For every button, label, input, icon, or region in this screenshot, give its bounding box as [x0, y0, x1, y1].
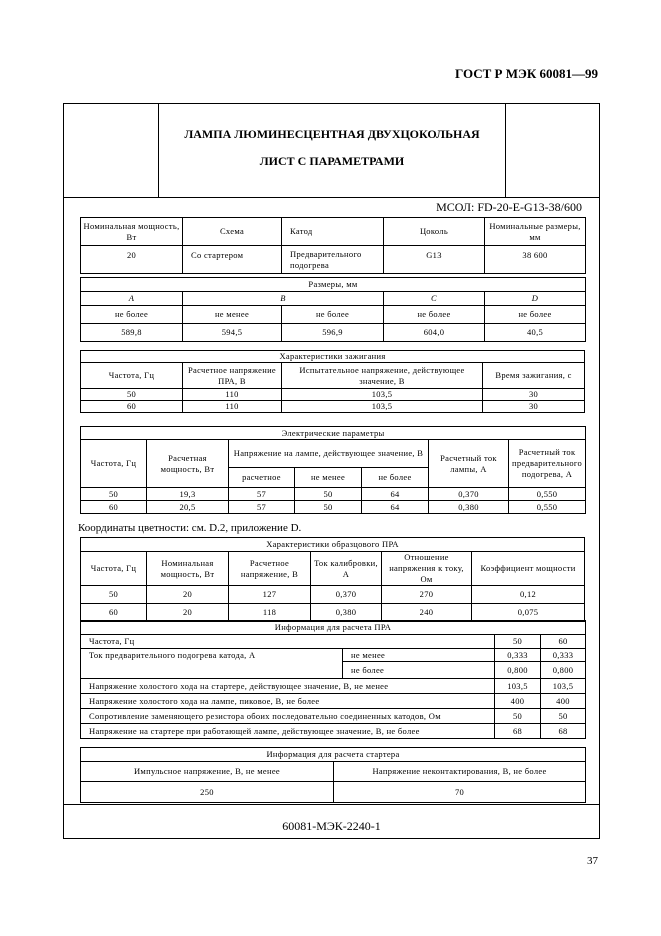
dim-letter-d: D	[485, 292, 586, 306]
preheat-label: Ток предварительного подогрева катода, А	[81, 649, 343, 679]
starter-cell: 70	[334, 782, 586, 803]
electrical-cell: 0,550	[509, 501, 586, 514]
ignition-cell: 103,5	[282, 389, 483, 401]
ballast-header-power: Номинальная мощность, Вт	[147, 552, 229, 586]
dim-letter-a: A	[81, 292, 183, 306]
dim-letter-b: B	[183, 292, 384, 306]
design-row-label: Напряжение холостого хода на лампе, пиковое, В, не более	[81, 694, 495, 709]
electrical-cell: 60	[81, 501, 147, 514]
starter-cell: 250	[81, 782, 334, 803]
header-nominal-power: Номинальная мощность, Вт	[81, 218, 183, 246]
starter-design-title: Информация для расчета стартера	[81, 748, 586, 762]
electrical-cell: 50	[295, 501, 362, 514]
electrical-cell: 50	[81, 488, 147, 501]
ignition-cell: 30	[483, 401, 585, 413]
dim-sub: не более	[384, 306, 485, 324]
preheat-value: 0,800	[495, 662, 541, 679]
ballast-design-table	[80, 620, 586, 739]
ballast-header-voltage: Расчетное напряжение, В	[229, 552, 311, 586]
electrical-title: Электрические параметры	[81, 427, 586, 440]
design-row-value: 103,5	[495, 679, 541, 694]
dim-value: 589,8	[81, 324, 183, 342]
preheat-sub: не менее	[343, 649, 495, 662]
voltage-sub-rated: расчетное	[229, 468, 295, 488]
ballast-cell: 20	[147, 586, 229, 604]
lamp-code: МСОЛ: FD-20-E-G13-38/600	[436, 200, 582, 214]
preheat-value: 0,800	[541, 662, 586, 679]
freq-60: 60	[541, 635, 586, 649]
electrical-cell: 64	[362, 501, 429, 514]
ignition-cell: 30	[483, 389, 585, 401]
sheet-title: ЛАМПА ЛЮМИНЕСЦЕНТНАЯ ДВУХЦОКОЛЬНАЯ	[184, 127, 480, 141]
ballast-cell: 0,380	[311, 604, 382, 622]
design-row-label: Напряжение холостого хода на стартере, действующее значение, В, не менее	[81, 679, 495, 694]
ignition-cell: 103,5	[282, 401, 483, 413]
dimensions-title: Размеры, мм	[81, 278, 586, 292]
design-row-label: Сопротивление заменяющего резистора обоих последовательно соединенных катодов, Ом	[81, 709, 495, 724]
ballast-cell: 0,12	[472, 586, 585, 604]
ballast-cell: 60	[81, 604, 147, 622]
preheat-value: 0,333	[495, 649, 541, 662]
ignition-title: Характеристики зажигания	[81, 351, 585, 363]
ballast-header-frequency: Частота, Гц	[81, 552, 147, 586]
ignition-header-frequency: Частота, Гц	[81, 363, 183, 389]
title-box	[64, 104, 599, 198]
general-table	[80, 217, 586, 274]
design-row-value: 68	[495, 724, 541, 739]
ignition-cell: 50	[81, 389, 183, 401]
ballast-header-power-factor: Коэффициент мощности	[472, 552, 585, 586]
starter-design-table	[80, 747, 586, 803]
sheet-number: 60081-МЭК-2240-1	[282, 819, 381, 833]
reference-ballast-title: Характеристики образцового ПРА	[81, 538, 585, 552]
electrical-cell: 0,370	[429, 488, 509, 501]
dim-sub: не более	[81, 306, 183, 324]
electrical-cell: 64	[362, 488, 429, 501]
reference-ballast-table	[80, 537, 585, 622]
electrical-cell: 57	[229, 488, 295, 501]
header-cap: Цоколь	[384, 218, 485, 246]
electrical-header-frequency: Частота, Гц	[81, 440, 147, 488]
design-row-value: 400	[541, 694, 586, 709]
electrical-table	[80, 426, 586, 514]
parameter-sheet-frame	[63, 103, 600, 839]
electrical-cell: 50	[295, 488, 362, 501]
ballast-cell: 240	[382, 604, 472, 622]
title-box-left-divider	[158, 104, 159, 197]
cell-cap: G13	[384, 246, 485, 274]
ballast-cell: 50	[81, 586, 147, 604]
electrical-header-current: Расчетный ток лампы, А	[429, 440, 509, 488]
design-row-value: 103,5	[541, 679, 586, 694]
preheat-value: 0,333	[541, 649, 586, 662]
design-row-label: Напряжение на стартере при работающей лампе, действующее значение, В, не более	[81, 724, 495, 739]
cell-cathode: Предварительного подогрева	[282, 246, 384, 274]
document-header: ГОСТ Р МЭК 60081—99	[455, 66, 598, 81]
electrical-cell: 57	[229, 501, 295, 514]
ballast-cell: 0,370	[311, 586, 382, 604]
starter-header-pulse-voltage: Импульсное напряжение, В, не менее	[81, 762, 334, 782]
electrical-cell: 19,3	[147, 488, 229, 501]
dim-sub: не более	[485, 306, 586, 324]
dim-sub: не менее	[183, 306, 282, 324]
design-row-value: 400	[495, 694, 541, 709]
electrical-cell: 0,550	[509, 488, 586, 501]
voltage-sub-max: не более	[362, 468, 429, 488]
dim-letter-c: C	[384, 292, 485, 306]
cell-circuit: Со стартером	[183, 246, 282, 274]
cell-power: 20	[81, 246, 183, 274]
dim-value: 596,9	[282, 324, 384, 342]
title-box-right-divider	[505, 104, 506, 197]
ballast-cell: 20	[147, 604, 229, 622]
electrical-header-preheat: Расчетный ток предварительного подогрева, А	[509, 440, 586, 488]
dim-value: 594,5	[183, 324, 282, 342]
header-circuit: Схема	[183, 218, 282, 246]
dim-value: 40,5	[485, 324, 586, 342]
electrical-header-power: Расчетная мощность, Вт	[147, 440, 229, 488]
freq-50: 50	[495, 635, 541, 649]
electrical-cell: 0,380	[429, 501, 509, 514]
chromaticity-note: Координаты цветности: см. D.2, приложение D.	[78, 522, 302, 534]
ballast-cell: 127	[229, 586, 311, 604]
header-cathode: Катод	[282, 218, 384, 246]
cell-dimensions: 38 600	[485, 246, 586, 274]
ballast-cell: 0,075	[472, 604, 585, 622]
ignition-cell: 60	[81, 401, 183, 413]
ignition-header-ballast-voltage: Расчетное напряжение ПРА, В	[183, 363, 282, 389]
ignition-cell: 110	[183, 401, 282, 413]
sheet-subtitle: ЛИСТ С ПАРАМЕТРАМИ	[259, 154, 405, 168]
starter-header-noncontact-voltage: Напряжение неконтактирования, В, не более	[334, 762, 586, 782]
ignition-table	[80, 350, 585, 413]
ballast-design-title: Информация для расчета ПРА	[81, 621, 586, 635]
electrical-header-voltage: Напряжение на лампе, действующее значение, В	[229, 440, 429, 468]
ballast-cell: 270	[382, 586, 472, 604]
ignition-cell: 110	[183, 389, 282, 401]
dim-sub: не более	[282, 306, 384, 324]
ballast-cell: 118	[229, 604, 311, 622]
ballast-header-calibration-current: Ток калибровки, А	[311, 552, 382, 586]
design-row-value: 68	[541, 724, 586, 739]
design-row-value: 50	[541, 709, 586, 724]
dim-value: 604,0	[384, 324, 485, 342]
electrical-cell: 20,5	[147, 501, 229, 514]
design-row-value: 50	[495, 709, 541, 724]
voltage-sub-min: не менее	[295, 468, 362, 488]
footer-divider	[64, 804, 599, 805]
ignition-header-test-voltage: Испытательное напряжение, действующее значение, В	[282, 363, 483, 389]
ignition-header-time: Время зажигания, с	[483, 363, 585, 389]
header-nominal-dimensions: Номинальные размеры, мм	[485, 218, 586, 246]
freq-label: Частота, Гц	[81, 635, 495, 649]
page-number: 37	[587, 855, 598, 867]
dimensions-table	[80, 277, 586, 342]
ballast-header-ratio: Отношение напряжения к току, Ом	[382, 552, 472, 586]
preheat-sub: не более	[343, 662, 495, 679]
